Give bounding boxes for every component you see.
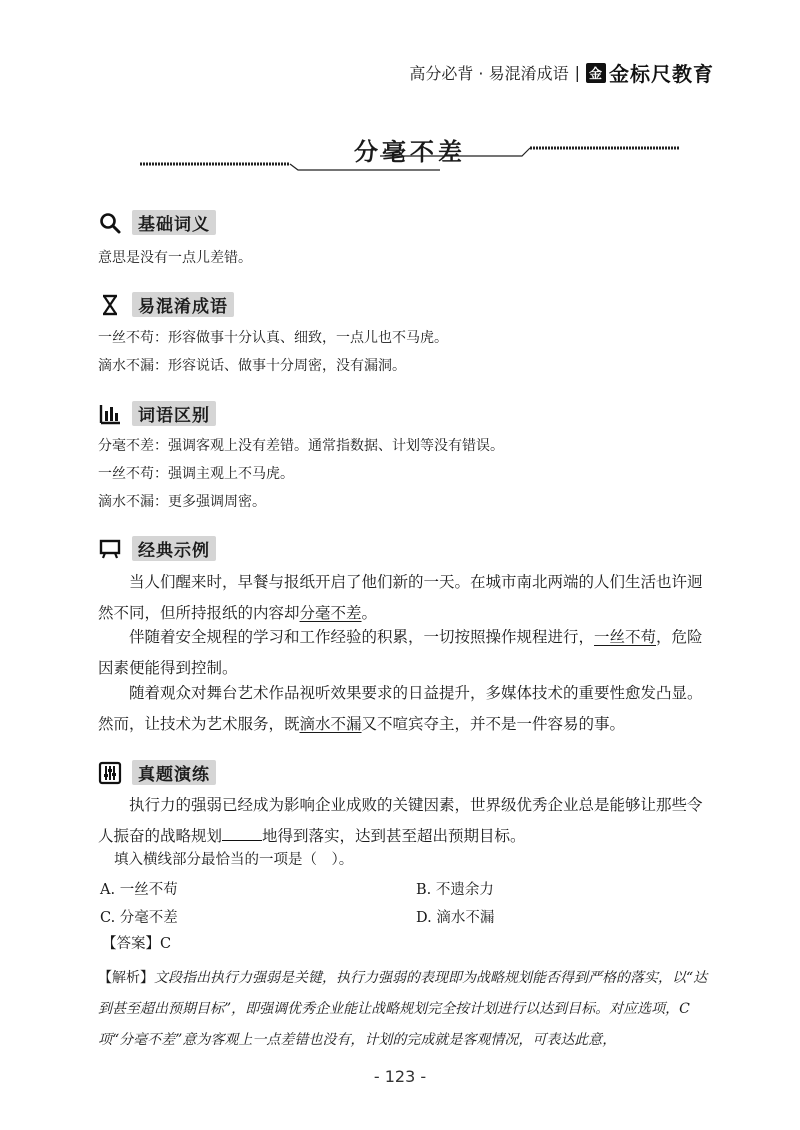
example-1-term: 分毫不差 — [299, 604, 362, 622]
confusable-line-2: 滴水不漏：形容说话、做事十分周密，没有漏洞。 — [98, 358, 406, 374]
hourglass-icon — [98, 293, 122, 317]
example-2-end: ，危险因素便能得到控制。 — [98, 628, 703, 677]
title-banner — [140, 120, 680, 180]
page-title: 分毫不差 — [354, 137, 466, 166]
example-1-end: 。 — [361, 604, 378, 622]
header-separator: | — [574, 63, 580, 82]
example-1-text: 当人们醒来时，早餐与报纸开启了他们新的一天。在城市南北两端的人们生活也许迥然不同，但所持报纸的内容却 — [98, 573, 703, 622]
analysis-tag: 【解析】 — [98, 970, 154, 986]
section-examples-heading — [98, 536, 216, 561]
search-icon — [98, 211, 122, 235]
section-distinction-title: 词语区别 — [132, 401, 216, 426]
section-exercise-heading — [98, 760, 216, 785]
option-b: B. 不遗余力 — [416, 882, 494, 898]
section-basic-heading — [98, 210, 216, 235]
sliders-icon — [98, 761, 122, 785]
bar-chart-icon — [98, 402, 122, 426]
example-2-term: 一丝不苟 — [594, 628, 657, 646]
running-header — [409, 58, 714, 87]
section-confusable-heading — [98, 292, 234, 317]
section-examples-title: 经典示例 — [132, 536, 216, 561]
page-number: - 123 - — [373, 1067, 427, 1086]
example-3-end: 又不喧宾夺主，并不是一件容易的事。 — [361, 715, 626, 733]
brand-logo — [586, 58, 714, 87]
answer-blank — [222, 826, 262, 841]
option-d: D. 滴水不漏 — [416, 910, 495, 926]
brand-name: 金标尺教育 — [609, 62, 714, 86]
example-paragraph-1 — [98, 567, 714, 629]
section-exercise-title: 真题演练 — [132, 760, 216, 785]
distinction-line-2: 一丝不苟：强调主观上不马虎。 — [98, 466, 294, 482]
question-text-end: 地得到落实，达到甚至超出预期目标。 — [262, 827, 526, 845]
example-paragraph-2 — [98, 622, 714, 684]
question-text: 执行力的强弱已经成为影响企业成败的关键因素，世界级优秀企业总是能够让那些令人振奋的战略规划 — [98, 796, 703, 845]
analysis-text: 文段指出执行力强弱是关键，执行力强弱的表现即为战略规划能否得到严格的落实，以“达到甚至超出预期目标”，即强调优秀企业能让战略规划完全按计划进行以达到目标。对应选项，C项“分毫不差”意为客观上一点差错也没有，计划的完成就是客观情况，可表达此意， — [98, 970, 708, 1048]
example-3-term: 滴水不漏 — [299, 715, 362, 733]
analysis-paragraph — [98, 963, 714, 1056]
exercise-question — [98, 790, 714, 852]
distinction-line-1: 分毫不差：强调客观上没有差错。通常指数据、计划等没有错误。 — [98, 438, 504, 454]
option-a: A. 一丝不苟 — [100, 882, 178, 898]
presentation-board-icon — [98, 537, 122, 561]
option-c: C. 分毫不差 — [100, 910, 178, 926]
section-distinction-heading — [98, 401, 216, 426]
exercise-prompt: 填入横线部分最恰当的一项是（ ）。 — [114, 852, 354, 868]
example-paragraph-3 — [98, 678, 714, 740]
example-3-text: 随着观众对舞台艺术作品视听效果要求的日益提升，多媒体技术的重要性愈发凸显。然而，让技术为艺术服务，既 — [98, 684, 703, 733]
answer-line: 【答案】C — [102, 936, 172, 952]
confusable-line-1: 一丝不苟：形容做事十分认真、细致，一点儿也不马虎。 — [98, 330, 448, 346]
series-title: 高分必背 · 易混淆成语 — [409, 64, 569, 83]
basic-meaning-text: 意思是没有一点儿差错。 — [98, 250, 252, 266]
example-2-text: 伴随着安全规程的学习和工作经验的积累，一切按照操作规程进行， — [129, 628, 595, 646]
section-confusable-title: 易混淆成语 — [132, 292, 234, 317]
section-basic-title: 基础词义 — [132, 210, 216, 235]
distinction-line-3: 滴水不漏：更多强调周密。 — [98, 494, 266, 510]
brand-mark-icon: 金 — [586, 63, 606, 83]
